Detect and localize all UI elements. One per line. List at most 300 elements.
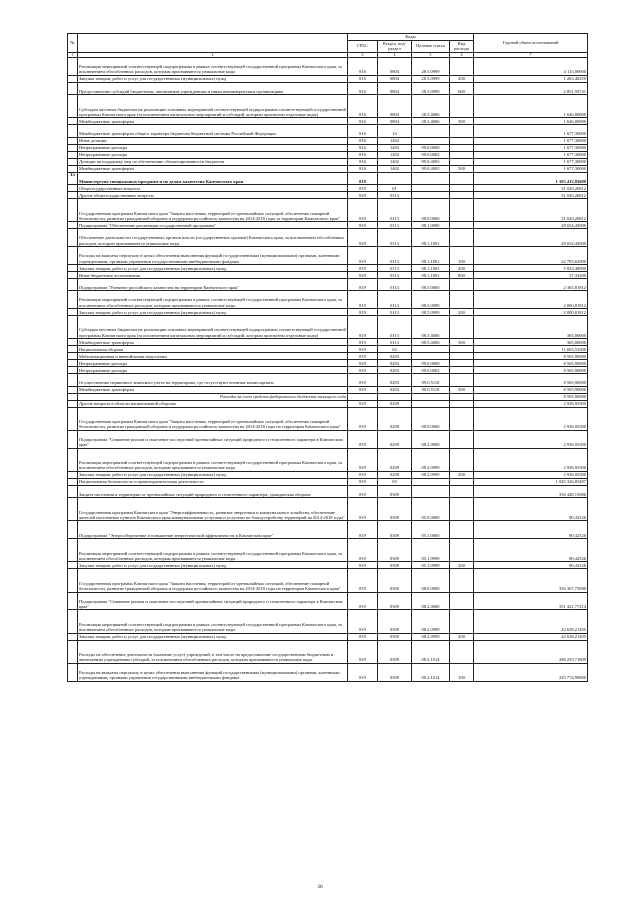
row-number — [68, 539, 78, 562]
row-number — [68, 640, 78, 663]
row-grbs-code: 819 — [348, 367, 378, 374]
table-row — [68, 407, 588, 430]
row-target-article-code — [412, 478, 450, 485]
row-description: Обеспечение деятельности государственных органов власти (государственных органов) Камчатского края, за исключением обособленных расходов, которым присваиваются уникальные коды — [78, 229, 348, 247]
row-target-article-code: 08.1.0000 — [412, 222, 450, 229]
row-expense-type-code: 200 — [450, 75, 474, 82]
row-description: Осуществление первичного воинского учета на территориях, где отсутствуют военные комиссариаты — [78, 374, 348, 386]
table-row — [68, 247, 588, 265]
row-expense-type-code: 100 — [450, 663, 474, 681]
row-description: Иные бюджетные ассигнования — [78, 271, 348, 278]
row-expense-type-code — [450, 199, 474, 222]
row-number — [68, 485, 78, 497]
row-number — [68, 158, 78, 165]
row-section-code: 0309 — [378, 539, 412, 562]
row-target-article-code: 08.2.0999 — [412, 633, 450, 640]
row-grbs-code: 819 — [348, 485, 378, 497]
row-description: Мобилизационная и вневойсковая подготовка — [78, 353, 348, 360]
row-number — [68, 247, 78, 265]
row-expense-type-code — [450, 346, 474, 353]
row-description: Межбюджетные трансферты общего характера бюджетам бюджетной системы Российской Федерации — [78, 125, 348, 137]
row-target-article-code — [412, 353, 450, 360]
row-description: Государственная программа Камчатского края "Защита населения, территорий от чрезвычайных ситуаций, обеспечение пожарной безопасности, развитие гражданской обороны и поддержка российского казачества на 2014-2018 годы на территории Камчатского края" — [78, 569, 348, 592]
row-target-article-code: 08.0.0000 — [412, 407, 450, 430]
row-description: Реализация мероприятий соответствующей подпрограммы в рамках соответствующей государственной программы Камчатского края, за исключением обособленных расходов, которым присваиваются уникальные коды — [78, 57, 348, 75]
row-amount: 80,42526 — [474, 498, 588, 521]
row-expense-type-code — [450, 137, 474, 144]
table-row — [68, 448, 588, 471]
row-expense-type-code — [450, 521, 474, 539]
row-amount: 288 259,71809 — [474, 640, 588, 663]
table-row — [68, 185, 588, 192]
table-row — [68, 291, 588, 309]
row-number — [68, 151, 78, 158]
table-row — [68, 75, 588, 82]
row-expense-type-code: 200 — [450, 562, 474, 569]
row-number — [68, 339, 78, 346]
row-number — [68, 185, 78, 192]
row-number — [68, 430, 78, 448]
row-section-code: 0203 — [378, 374, 412, 386]
table-row — [68, 137, 588, 144]
row-grbs-code: 816 — [348, 137, 378, 144]
row-description: Предоставление субсидий бюджетным, автономным учреждениям и иным некоммерческим организациям — [78, 82, 348, 94]
row-section-code: 0804 — [378, 75, 412, 82]
row-section-code — [378, 172, 412, 184]
row-number — [68, 165, 78, 172]
row-grbs-code: 819 — [348, 663, 378, 681]
row-amount: 42 638,21405 — [474, 633, 588, 640]
row-number — [68, 400, 78, 407]
row-grbs-code: 819 — [348, 407, 378, 430]
row-number — [68, 199, 78, 222]
row-section-code: 0309 — [378, 498, 412, 521]
row-grbs-code: 819 — [348, 346, 378, 353]
budget-table-body — [68, 57, 588, 681]
row-expense-type-code — [450, 498, 474, 521]
row-expense-type-code — [450, 430, 474, 448]
row-section-code: 0309 — [378, 610, 412, 633]
row-expense-type-code — [450, 192, 474, 199]
table-row — [68, 360, 588, 367]
row-amount: 8 565,90000 — [474, 386, 588, 393]
row-section-code: 14 — [378, 125, 412, 137]
row-section-code: 0804 — [378, 118, 412, 125]
row-section-code: 0203 — [378, 386, 412, 393]
row-amount: 365,00000 — [474, 339, 588, 346]
column-number: 6 — [450, 52, 474, 57]
row-expense-type-code: 200 — [450, 309, 474, 316]
row-grbs-code: 819 — [348, 316, 378, 339]
row-target-article-code: 08.5.4006 — [412, 316, 450, 339]
header-num: № — [68, 34, 78, 53]
row-section-code: 0113 — [378, 222, 412, 229]
row-section-code: 0309 — [378, 569, 412, 592]
row-amount: 31 020,26812 — [474, 192, 588, 199]
row-amount: 8 565,90000 — [474, 360, 588, 367]
row-description: Закупка товаров, работ и услуг для государственных (муниципальных) нужд — [78, 309, 348, 316]
row-expense-type-code — [450, 539, 474, 562]
row-grbs-code: 819 — [348, 374, 378, 386]
row-section-code: 1402 — [378, 144, 412, 151]
row-target-article-code — [412, 485, 450, 497]
row-number — [68, 386, 78, 393]
table-row — [68, 478, 588, 485]
row-number — [68, 291, 78, 309]
table-row — [68, 471, 588, 478]
row-description: Министерство специальных программ и по делам казачества Камчатского края — [78, 172, 348, 184]
row-amount: 28 654,45000 — [474, 229, 588, 247]
row-number — [68, 393, 78, 400]
row-number — [68, 478, 78, 485]
row-section-code: 0113 — [378, 199, 412, 222]
row-target-article-code: 99.0.0000 — [412, 360, 450, 367]
row-expense-type-code — [450, 592, 474, 610]
row-target-article-code: 08.2.0999 — [412, 448, 450, 471]
row-section-code: 1402 — [378, 165, 412, 172]
row-amount: 8 565,90000 — [474, 393, 588, 400]
row-description: Непрограммные расходы — [78, 151, 348, 158]
row-description: Другие общегосударственные вопросы — [78, 192, 348, 199]
table-row — [68, 663, 588, 681]
row-target-article-code: 08.1.1001 — [412, 247, 450, 265]
row-grbs-code: 819 — [348, 199, 378, 222]
row-description: Расходы на выплаты персоналу в целях обеспечения выполнения функций государственными (муниципальными) органами, казенными учреждениями, органами управления государственными внебюджетными фондами — [78, 247, 348, 265]
row-number — [68, 144, 78, 151]
row-target-article-code: 08.5.0000 — [412, 278, 450, 290]
row-description: Реализация мероприятий соответствующей подпрограммы в рамках соответствующей государственной программы Камчатского края, за исключением обособленных расходов, которым присваиваются уникальные коды — [78, 539, 348, 562]
row-target-article-code: 28.3.0999 — [412, 57, 450, 75]
row-amount: 1 677,30000 — [474, 151, 588, 158]
row-expense-type-code: 200 — [450, 471, 474, 478]
table-row — [68, 57, 588, 75]
row-target-article-code: 05.1.0999 — [412, 539, 450, 562]
row-target-article-code: 28.3.4006 — [412, 118, 450, 125]
table-row — [68, 229, 588, 247]
table-row — [68, 430, 588, 448]
row-number — [68, 222, 78, 229]
row-section-code: 0203 — [378, 353, 412, 360]
row-grbs-code: 819 — [348, 448, 378, 471]
row-description: Расходы на выплаты персоналу в целях обеспечения выполнения функций государственными (муниципальными) органами, казенными учреждениями, органами управления государственными внебюджетными фондами — [78, 663, 348, 681]
row-amount: 356 367,73080 — [474, 569, 588, 592]
row-section-code: 0113 — [378, 309, 412, 316]
row-description: Расходы на обеспечение деятельности (оказание услуг) учреждений, в том числе на предоставление государственным бюджетным и автономным учреждениям субсидий, за исключением обособленных расходов, которым присваиваются уникальные коды — [78, 640, 348, 663]
row-description: Закупка товаров, работ и услуг для государственных (муниципальных) нужд — [78, 264, 348, 271]
row-target-article-code: 08.2.1014 — [412, 663, 450, 681]
row-grbs-code: 816 — [348, 151, 378, 158]
row-amount: 1 045 326,83497 — [474, 478, 588, 485]
row-amount: 42 638,21405 — [474, 610, 588, 633]
row-amount: 8 565,90000 — [474, 353, 588, 360]
row-amount: 37,33200 — [474, 271, 588, 278]
row-grbs-code: 819 — [348, 264, 378, 271]
row-grbs-code: 816 — [348, 75, 378, 82]
row-target-article-code — [412, 185, 450, 192]
row-number — [68, 663, 78, 681]
row-description: Подпрограмма "Энергосбережение и повышение энергетической эффективности в Камчатском крае" — [78, 521, 348, 539]
row-target-article-code: 99.0.0002 — [412, 151, 450, 158]
row-number — [68, 521, 78, 539]
row-amount: 1 103 412,83609 — [474, 172, 588, 184]
row-amount: 2 936,95300 — [474, 407, 588, 430]
row-target-article-code: 08.2.0999 — [412, 610, 450, 633]
row-expense-type-code: 500 — [450, 339, 474, 346]
row-section-code: 03 — [378, 478, 412, 485]
row-section-code: 0113 — [378, 316, 412, 339]
table-row — [68, 316, 588, 339]
row-expense-type-code — [450, 407, 474, 430]
row-target-article-code — [412, 137, 450, 144]
row-grbs-code: 819 — [348, 471, 378, 478]
row-number — [68, 610, 78, 633]
row-grbs-code: 819 — [348, 229, 378, 247]
row-expense-type-code — [450, 57, 474, 75]
row-section-code: 0113 — [378, 339, 412, 346]
row-number — [68, 633, 78, 640]
row-expense-type-code — [450, 278, 474, 290]
row-number — [68, 360, 78, 367]
row-amount: 31 020,26812 — [474, 199, 588, 222]
row-grbs-code — [348, 393, 378, 400]
row-number — [68, 346, 78, 353]
row-target-article-code: 05.1.0000 — [412, 521, 450, 539]
row-expense-type-code: 600 — [450, 82, 474, 94]
row-target-article-code: 08.1.1001 — [412, 271, 450, 278]
table-row — [68, 592, 588, 610]
row-section-code: 1402 — [378, 158, 412, 165]
row-expense-type-code: 100 — [450, 247, 474, 265]
table-row — [68, 82, 588, 94]
row-expense-type-code — [450, 393, 474, 400]
header-amount: Годовой объем ассигнований — [474, 34, 588, 53]
row-amount: 225 774,90800 — [474, 663, 588, 681]
table-row — [68, 610, 588, 633]
row-description: Реализация мероприятий соответствующей подпрограммы в рамках соответствующей государственной программы Камчатского края, за исключением обособленных расходов, которым присваиваются уникальные коды — [78, 448, 348, 471]
row-section-code: 0209 — [378, 448, 412, 471]
row-expense-type-code — [450, 400, 474, 407]
row-number — [68, 57, 78, 75]
table-row — [68, 353, 588, 360]
row-number — [68, 353, 78, 360]
row-number — [68, 407, 78, 430]
row-expense-type-code: 200 — [450, 633, 474, 640]
row-description: Закупка товаров, работ и услуг для государственных (муниципальных) нужд — [78, 633, 348, 640]
row-expense-type-code — [450, 158, 474, 165]
row-description: Закупка товаров, работ и услуг для государственных (муниципальных) нужд — [78, 75, 348, 82]
table-row — [68, 271, 588, 278]
row-grbs-code: 816 — [348, 57, 378, 75]
row-number — [68, 229, 78, 247]
row-number — [68, 316, 78, 339]
row-grbs-code: 816 — [348, 125, 378, 137]
row-amount: 28 654,45000 — [474, 222, 588, 229]
row-description: Общегосударственные вопросы — [78, 185, 348, 192]
row-section-code: 0209 — [378, 400, 412, 407]
row-number — [68, 562, 78, 569]
row-target-article-code: 99.0.5118 — [412, 386, 450, 393]
row-grbs-code: 816 — [348, 82, 378, 94]
column-number: 4 — [378, 52, 412, 57]
row-expense-type-code — [450, 374, 474, 386]
row-grbs-code: 819 — [348, 521, 378, 539]
row-number — [68, 569, 78, 592]
row-section-code: 0113 — [378, 271, 412, 278]
row-description: Реализация мероприятий соответствующей подпрограммы в рамках соответствующей государственной программы Камчатского края, за исключением обособленных расходов, которым присваиваются уникальные коды — [78, 610, 348, 633]
table-row — [68, 118, 588, 125]
row-expense-type-code: 200 — [450, 264, 474, 271]
row-description: Государственная программа Камчатского края "Защита населения, территорий от чрезвычайных ситуаций, обеспечение пожарной безопасности, развитие гражданской обороны и поддержка российского казачества на 2014-2018 годы на территории Камчатского края" — [78, 407, 348, 430]
row-expense-type-code — [450, 353, 474, 360]
row-number: 15 — [68, 172, 78, 184]
row-number — [68, 592, 78, 610]
row-grbs-code: 816 — [348, 158, 378, 165]
header-name — [78, 34, 348, 53]
row-description: Реализация мероприятий соответствующей подпрограммы в рамках соответствующей государственной программы Камчатского края, за исключением обособленных расходов, которым присваиваются уникальные коды — [78, 291, 348, 309]
row-grbs-code: 819 — [348, 353, 378, 360]
table-row — [68, 151, 588, 158]
row-description: Непрограммные расходы — [78, 360, 348, 367]
row-target-article-code: 08.2.0999 — [412, 471, 450, 478]
row-description: Закупка товаров, работ и услуг для государственных (муниципальных) нужд — [78, 562, 348, 569]
column-number: 3 — [348, 52, 378, 57]
table-row — [68, 393, 588, 400]
row-amount: 8 565,90000 — [474, 374, 588, 386]
row-section-code: 0804 — [378, 95, 412, 118]
row-number — [68, 309, 78, 316]
table-row — [68, 158, 588, 165]
row-section-code: 0309 — [378, 633, 412, 640]
row-section-code: 02 — [378, 346, 412, 353]
row-description: Закупка товаров, работ и услуг для государственных (муниципальных) нужд — [78, 471, 348, 478]
table-row — [68, 346, 588, 353]
header-expense-type: Вид расхода — [450, 40, 474, 52]
row-number — [68, 137, 78, 144]
row-target-article-code — [412, 346, 450, 353]
row-target-article-code — [412, 125, 450, 137]
row-section-code: 01 — [378, 185, 412, 192]
row-amount: 365,00000 — [474, 316, 588, 339]
row-amount: 31 020,26812 — [474, 185, 588, 192]
row-grbs-code: 819 — [348, 360, 378, 367]
table-row — [68, 498, 588, 521]
row-description: Подпрограмма "Снижение рисков и смягчение последствий чрезвычайных ситуаций природного и техногенного характера в Камчатском крае" — [78, 430, 348, 448]
row-target-article-code: 08.5.0999 — [412, 309, 450, 316]
table-row — [68, 144, 588, 151]
row-grbs-code: 819 — [348, 339, 378, 346]
row-grbs-code: 816 — [348, 95, 378, 118]
row-number — [68, 264, 78, 271]
row-grbs-code: 819 — [348, 386, 378, 393]
row-section-code: 0113 — [378, 278, 412, 290]
table-row — [68, 386, 588, 393]
row-number — [68, 75, 78, 82]
table-row — [68, 367, 588, 374]
row-description: Межбюджетные трансферты — [78, 118, 348, 125]
row-grbs-code: 819 — [348, 222, 378, 229]
row-section-code: 0309 — [378, 562, 412, 569]
table-row — [68, 485, 588, 497]
row-grbs-code: 819 — [348, 640, 378, 663]
row-target-article-code: 28.3.0999 — [412, 82, 450, 94]
budget-table — [67, 33, 588, 682]
row-grbs-code: 816 — [348, 165, 378, 172]
budget-table-sheet — [67, 33, 587, 682]
table-row — [68, 165, 588, 172]
column-number: 5 — [412, 52, 450, 57]
row-expense-type-code — [450, 185, 474, 192]
row-grbs-code: 819 — [348, 185, 378, 192]
row-section-code: 0309 — [378, 485, 412, 497]
row-grbs-code: 819 — [348, 192, 378, 199]
row-target-article-code: 99.0.0000 — [412, 144, 450, 151]
row-amount: 22 783,62900 — [474, 247, 588, 265]
row-target-article-code: 08.5.0999 — [412, 291, 450, 309]
row-amount: 2 851,59741 — [474, 82, 588, 94]
row-amount: 4 115,00000 — [474, 57, 588, 75]
row-amount: 1 677,30000 — [474, 158, 588, 165]
row-target-article-code: 08.0.0000 — [412, 199, 450, 222]
row-expense-type-code — [450, 640, 474, 663]
row-expense-type-code: 500 — [450, 118, 474, 125]
row-target-article-code: 08.2.0000 — [412, 430, 450, 448]
row-section-code: 0309 — [378, 592, 412, 610]
row-amount: 2 936,95300 — [474, 471, 588, 478]
row-expense-type-code — [450, 478, 474, 485]
header-grbs: ГРБС — [348, 40, 378, 52]
row-description: Подпрограмма "Снижение рисков и смягчение последствий чрезвычайных ситуаций природного и техногенного характера в Камчатском крае" — [78, 592, 348, 610]
header-codes: Коды — [348, 34, 474, 41]
table-row — [68, 374, 588, 386]
row-amount: 2 936,95300 — [474, 448, 588, 471]
row-section-code: 0309 — [378, 640, 412, 663]
row-description: Национальная безопасность и правоохранительная деятельность — [78, 478, 348, 485]
row-description: Межбюджетные трансферты — [78, 165, 348, 172]
row-expense-type-code — [450, 222, 474, 229]
row-amount: 5 833,48900 — [474, 264, 588, 271]
row-number — [68, 374, 78, 386]
row-section-code: 1402 — [378, 151, 412, 158]
row-section-code: 1402 — [378, 137, 412, 144]
row-amount: 1 646,00000 — [474, 118, 588, 125]
row-grbs-code: 819 — [348, 569, 378, 592]
table-row — [68, 339, 588, 346]
row-section-code: 0113 — [378, 229, 412, 247]
table-row — [68, 264, 588, 271]
table-row — [68, 172, 588, 184]
row-expense-type-code: 500 — [450, 386, 474, 393]
row-grbs-code: 819 — [348, 247, 378, 265]
row-amount: 1 646,00000 — [474, 95, 588, 118]
row-description: Защита населения и территории от чрезвычайных ситуаций природного и техногенного характера, гражданская оборона — [78, 485, 348, 497]
row-grbs-code: 819 — [348, 592, 378, 610]
column-number: 2 — [78, 52, 348, 57]
table-row — [68, 199, 588, 222]
row-number — [68, 192, 78, 199]
row-target-article-code: 99.0.5118 — [412, 374, 450, 386]
row-description: Субсидии местным бюджетам на реализацию основных мероприятий соответствующей подпрограммы соответствующей государственной программы Камчатского края (за исключением капитальных мероприятий и субсидий, которым присвоены отдельные коды) — [78, 316, 348, 339]
row-section-code: 0209 — [378, 471, 412, 478]
page-number: 36 — [317, 884, 323, 890]
row-amount: 11 603,53300 — [474, 346, 588, 353]
row-number — [68, 271, 78, 278]
row-grbs-code: 819 — [348, 633, 378, 640]
row-grbs-code: 819 — [348, 278, 378, 290]
row-description: Национальная оборона — [78, 346, 348, 353]
row-target-article-code: 99.0.0002 — [412, 367, 450, 374]
row-expense-type-code — [450, 144, 474, 151]
row-amount: 2 000,81812 — [474, 291, 588, 309]
